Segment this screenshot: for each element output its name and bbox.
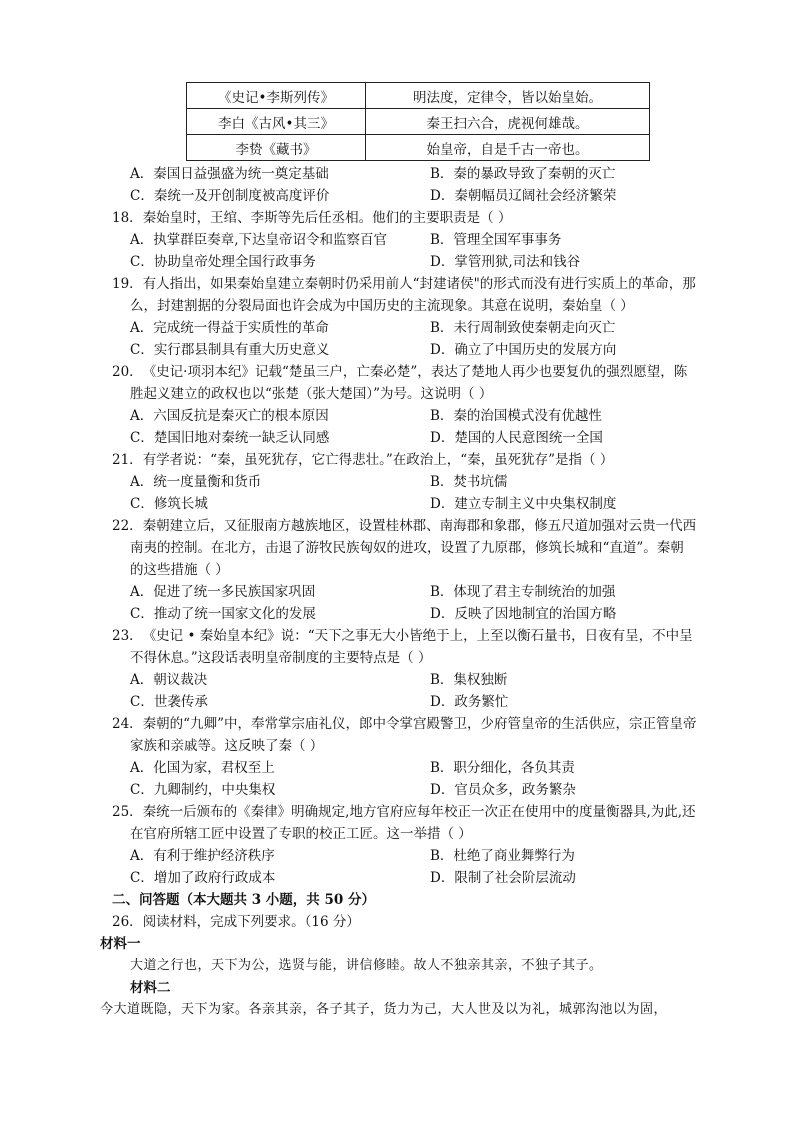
options-row (112, 163, 772, 185)
question-number: 18． (112, 210, 143, 226)
options-row (112, 845, 772, 867)
options-row (112, 339, 772, 361)
options-row (112, 669, 772, 691)
question-stem-continued: 么，封建割据的分裂局面也许会成为中国历史的主流现象。其意在说明，秦始皇（ ） (130, 298, 634, 314)
option-d: D．确立了中国历史的发展方向 (430, 342, 617, 358)
option-a: A．化国为家，君权至上 (130, 760, 275, 776)
option-a: A．有利于维护经济秩序 (130, 848, 275, 864)
option-c: C．推动了统一国家文化的发展 (130, 606, 316, 622)
option-b: B．管理全国军事事务 (430, 232, 562, 248)
option-b: B．体现了君主专制统治的加强 (430, 584, 616, 600)
material-2-label: 材料二 (130, 980, 171, 996)
question-stem-continued: 不得休息。”这段话表明皇帝制度的主要特点是（ ） (130, 650, 432, 666)
options-row (112, 317, 772, 339)
question-20 (112, 361, 772, 383)
table-cell-source: 李白《古风•其三》 (187, 109, 366, 135)
option-d: D．掌管刑狱,司法和钱谷 (430, 254, 581, 270)
option-a: A．促进了统一多民族国家巩固 (130, 584, 316, 600)
table-row (187, 83, 650, 109)
option-c: C．增加了政府行政成本 (130, 870, 276, 886)
options-row (112, 779, 772, 801)
question-stem-continued: 南夷的控制。在北方，击退了游牧民族匈奴的进攻，设置了九原郡，修筑长城和“直道”。秦朝 (130, 540, 684, 556)
material-1-text: 大道之行也，天下为公，选贤与能，讲信修睦。故人不独亲其亲，不独子其子。 (130, 958, 603, 973)
option-c: C．九卿制约，中央集权 (130, 782, 276, 798)
option-a: A．执掌群臣奏章,下达皇帝诏令和监察百官 (130, 232, 388, 248)
option-b: B．秦的治国模式没有优越性 (430, 408, 602, 424)
question-23 (112, 625, 772, 647)
question-stem-continued: 胜起义建立的政权也以“张楚（张大楚国）”为号。这说明（ ） (130, 386, 493, 402)
options-row (112, 427, 772, 449)
option-b: B．秦的暴政导致了秦朝的灭亡 (430, 166, 616, 182)
table-row (187, 109, 650, 135)
table-cell-quote: 明法度，定律令，皆以始皇始。 (366, 83, 650, 109)
options-row (112, 405, 772, 427)
question-stem-continued: 在官府所辖工匠中设置了专职的校正工匠。这一举措（ ） (130, 826, 472, 842)
option-d: D．反映了因地制宜的治国方略 (430, 606, 617, 622)
question-stem-continued: 的这些措施（ ） (130, 562, 229, 578)
question-stem: 有人指出，如果秦始皇建立秦朝时仍采用前人“封建诸侯"的形式而没有进行实质上的革命，那 (142, 276, 696, 292)
question-stem: 《史记 • 秦始皇本纪》说：“天下之事无大小皆绝于上，上至以衡石量书，日夜有呈，不中呈 (142, 628, 693, 644)
options-row (112, 471, 772, 493)
question-number: 19． (112, 276, 143, 292)
option-d: D．政务繁忙 (430, 694, 509, 710)
question-19 (112, 273, 772, 295)
option-d: D．楚国的人民意图统一全国 (430, 430, 603, 446)
question-number: 21． (112, 452, 143, 468)
question-stem: 秦朝的“九卿”中，奉常掌宗庙礼仪，郎中令掌宫殿警卫，少府管皇帝的生活供应，宗正管皇帝 (142, 716, 697, 732)
question-26 (112, 911, 772, 933)
material-1-label: 材料一 (100, 936, 141, 952)
material-2-text: 今大道既隐，天下为家。各亲其亲，各子其子，货力为己，大人世及以为礼，城郭沟池以为固， (100, 1002, 668, 1017)
option-d: D．限制了社会阶层流动 (430, 870, 576, 886)
option-c: C．世袭传承 (130, 694, 208, 710)
question-number: 22． (112, 518, 143, 534)
table-row (187, 135, 650, 161)
question-number: 25． (112, 804, 143, 820)
options-row (112, 185, 772, 207)
question-18 (112, 207, 772, 229)
question-stem: 秦统一后颁布的《秦律》明确规定,地方官府应每年校正一次正在使用中的度量衡器具,为此,还 (142, 804, 696, 820)
option-a: A．统一度量衡和货币 (130, 474, 262, 490)
options-row (112, 251, 772, 273)
question-number: 23． (112, 628, 143, 644)
question-number: 20． (112, 364, 143, 380)
question-stem-continued: 家族和亲戚等。这反映了秦（ ） (130, 738, 324, 754)
options-row (112, 757, 772, 779)
question-21 (112, 449, 772, 471)
options-row (112, 581, 772, 603)
option-a: A．秦国日益强盛为统一奠定基础 (130, 166, 329, 182)
option-a: A．完成统一得益于实质性的革命 (130, 320, 329, 336)
option-d: D．建立专制主义中央集权制度 (430, 496, 617, 512)
option-d: D．秦朝幅员辽阔社会经济繁荣 (430, 188, 617, 204)
table-cell-source: 李贽《藏书》 (187, 135, 366, 161)
option-c: C．秦统一及开创制度被高度评价 (130, 188, 330, 204)
section-heading: 二、问答题（本大题共 3 小题，共 50 分） (112, 892, 375, 908)
options-row (112, 229, 772, 251)
question-stem: 秦朝建立后，又征服南方越族地区，设置桂林郡、南海郡和象郡，修五尺道加强对云贵一代西 (142, 518, 697, 534)
question-stem: 《史记·项羽本纪》记载“楚虽三户，亡秦必楚”，表达了楚地人再少也要复仇的强烈愿望，陈 (142, 364, 688, 380)
question-number: 24． (112, 716, 143, 732)
question-22 (112, 515, 772, 537)
question-stem: 阅读材料，完成下列要求。（16 分） (142, 914, 360, 930)
table-cell-source: 《史记•李斯列传》 (187, 83, 366, 109)
quote-table (186, 82, 650, 161)
question-stem: 有学者说：“秦，虽死犹存，它亡得悲壮。”在政治上，“秦，虽死犹存”是指（ ） (142, 452, 614, 468)
option-c: C．协助皇帝处理全国行政事务 (130, 254, 316, 270)
option-a: A．朝议裁决 (130, 672, 208, 688)
option-b: B．杜绝了商业舞弊行为 (430, 848, 575, 864)
options-row (112, 867, 772, 889)
option-c: C．楚国旧地对秦统一缺乏认同感 (130, 430, 330, 446)
option-c: C．修筑长城 (130, 496, 208, 512)
table-cell-quote: 始皇帝，自是千古一帝也。 (366, 135, 650, 161)
option-c: C．实行郡县制具有重大历史意义 (130, 342, 330, 358)
question-stem: 秦始皇时，王绾、李斯等先后任丞相。他们的主要职责是（ ） (142, 210, 512, 226)
question-number: 26． (112, 914, 143, 930)
table-cell-quote: 秦王扫六合，虎视何雄哉。 (366, 109, 650, 135)
option-b: B．未行周制致使秦朝走向灭亡 (430, 320, 616, 336)
options-row (112, 493, 772, 515)
option-d: D．官员众多，政务繁杂 (430, 782, 576, 798)
option-b: B．职分细化，各负其责 (430, 760, 575, 776)
question-25 (112, 801, 772, 823)
question-24 (112, 713, 772, 735)
option-a: A．六国反抗是秦灭亡的根本原因 (130, 408, 329, 424)
question-list (100, 163, 772, 1021)
option-b: B．焚书坑儒 (430, 474, 508, 490)
option-b: B．集权独断 (430, 672, 508, 688)
options-row (112, 691, 772, 713)
options-row (112, 603, 772, 625)
